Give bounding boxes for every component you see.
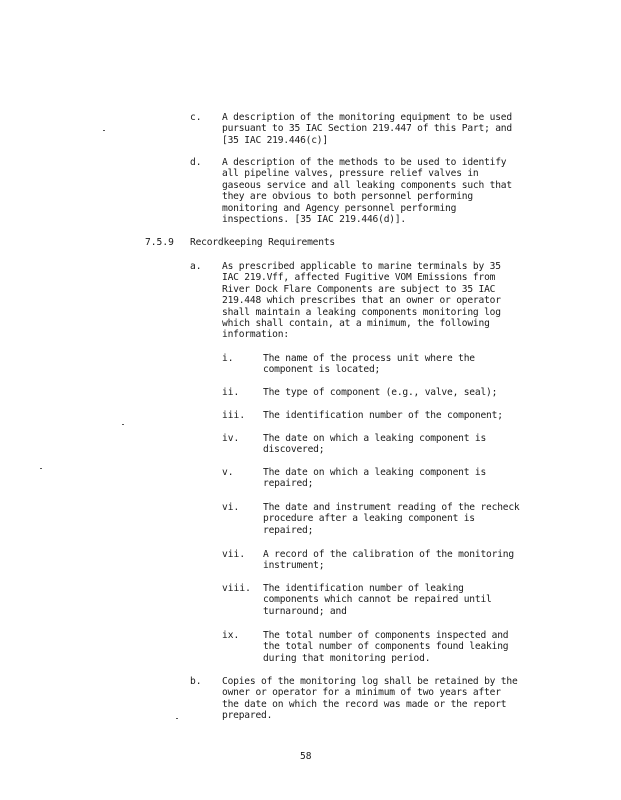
page-number: 58 [300,751,312,762]
subitem-label: ii. [222,387,240,398]
item-a-label: a. [190,261,202,272]
subitem-label: iii. [222,410,246,421]
subitem-text: The date on which a leaking component is repaired; [263,467,487,490]
subitem-label: i. [222,353,234,364]
item-b-text: Copies of the monitoring log shall be retained by the owner or operator for a minimum of two years after the date on which the record was made or the report prepared. [222,676,518,722]
subitem-label: viii. [222,583,251,594]
section-number: 7.5.9 [145,237,174,248]
item-b-label: b. [190,676,202,687]
section-title: Recordkeeping Requirements [190,237,335,248]
scan-speck [176,718,178,719]
subitem-text: The identification number of the component; [263,410,503,421]
subitem-text: The total number of components inspected and the total number of components found leaking during that monitoring period. [263,630,509,664]
subitem-label: ix. [222,630,240,641]
scan-speck [103,130,105,131]
subitem-text: A record of the calibration of the monitoring instrument; [263,549,514,572]
item-a-text: As prescribed applicable to marine terminals by 35 IAC 219.Vff, affected Fugitive VOM Emissions from River Dock Flare Components are subject to 35 IAC 219.448 which prescribes that an owner or operator shall maintain a leaking components monitoring log which shall contain, at a minimum, the following information: [222,261,501,341]
scan-speck [40,468,42,469]
item-c-text: A description of the monitoring equipment to be used pursuant to 35 IAC Section 219.447 of this Part; and [35 IAC 219.446(c)] [222,112,512,146]
subitem-label: iv. [222,433,240,444]
subitem-label: vi. [222,502,240,513]
item-d-label: d. [190,157,202,168]
subitem-text: The name of the process unit where the component is located; [263,353,475,376]
subitem-text: The type of component (e.g., valve, seal); [263,387,498,398]
subitem-text: The date on which a leaking component is discovered; [263,433,487,456]
item-d-text: A description of the methods to be used to identify all pipeline valves, pressure relief valves in gaseous service and all leaking components such that they are obvious to both personnel performing monitoring and Agency personnel performing inspections. [35 IAC 219.446(d)]. [222,157,512,226]
subitem-label: v. [222,467,234,478]
subitem-label: vii. [222,549,246,560]
item-c-label: c. [190,112,202,123]
subitem-text: The date and instrument reading of the recheck procedure after a leaking component is repaired; [263,502,520,536]
subitem-text: The identification number of leaking components which cannot be repaired until turnaround; and [263,583,492,617]
scan-speck [122,424,124,425]
